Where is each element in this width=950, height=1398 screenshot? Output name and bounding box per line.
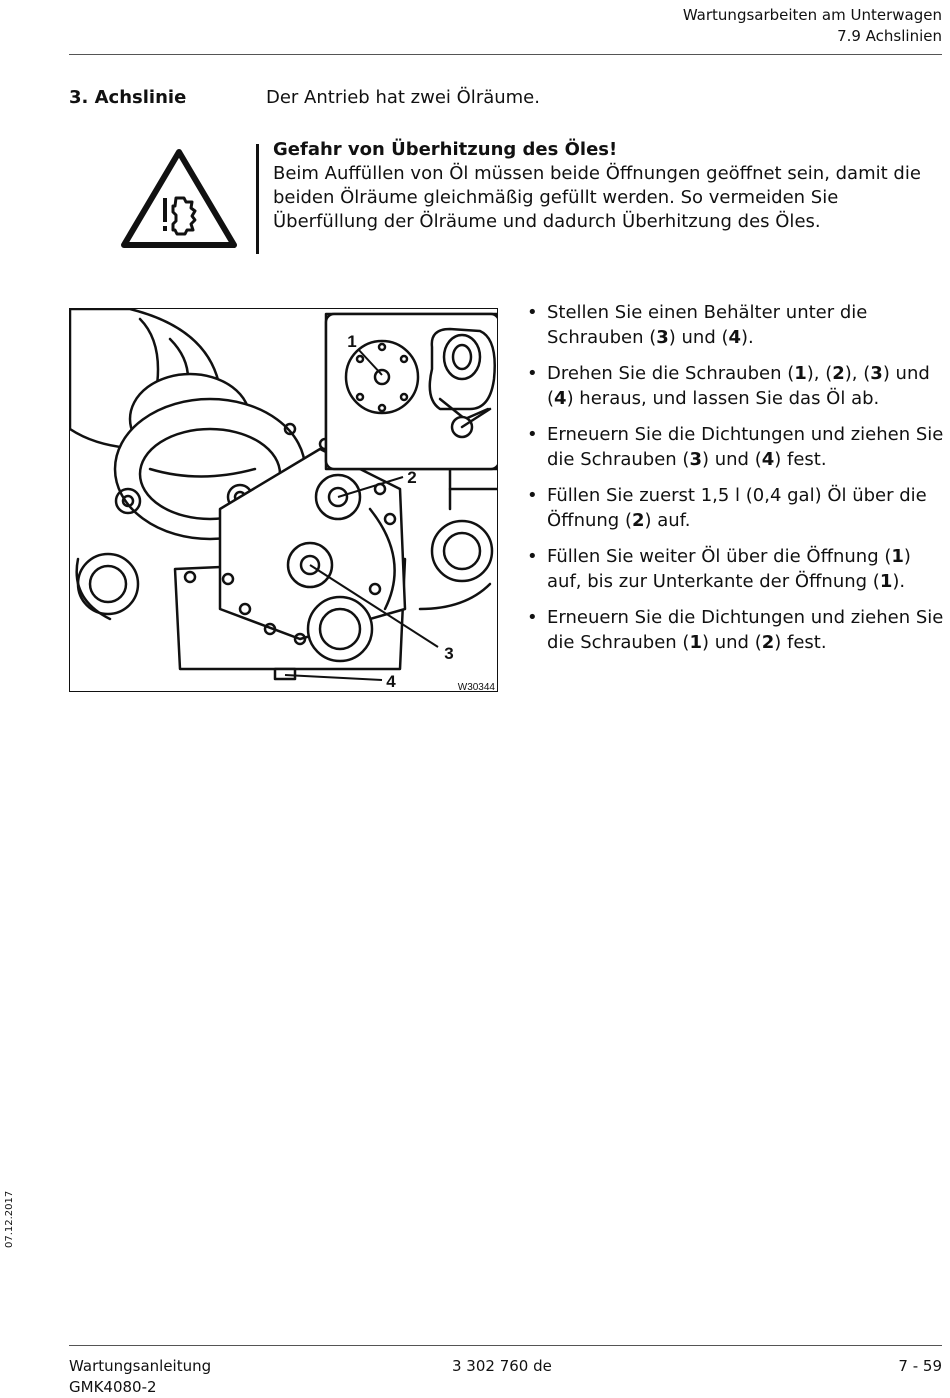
header-section: 7.9 Achslinien (837, 27, 942, 45)
item-reference: 1 (794, 363, 807, 384)
callout-1: 1 (347, 332, 357, 351)
item-reference: 2 (761, 631, 775, 653)
warning-bar (256, 144, 259, 254)
item-reference: 3 (870, 363, 883, 384)
instruction-step (526, 606, 946, 655)
instruction-step (526, 301, 946, 350)
section-intro: Der Antrieb hat zwei Ölräume. (266, 87, 540, 108)
footer-doc-type: Wartungsanleitung (69, 1357, 212, 1375)
instruction-step (526, 362, 946, 411)
callout-2: 2 (407, 468, 417, 487)
item-reference: 4 (728, 326, 742, 348)
item-reference: 3 (656, 326, 669, 348)
instruction-step (526, 484, 946, 533)
step-text: ). (892, 570, 906, 592)
step-text: ) und ( (668, 326, 729, 348)
step-text: ) und ( (701, 448, 762, 470)
step-text: ) und ( (547, 363, 930, 409)
step-text: ) heraus, und lassen Sie das Öl ab. (566, 387, 880, 409)
item-reference: 3 (689, 448, 702, 470)
footer-rule (69, 1345, 942, 1346)
step-text: Füllen Sie zuerst 1,5 l (0,4 gal) Öl über die Öffnung ( (547, 485, 927, 531)
axle-drive-figure (69, 308, 498, 692)
header-rule (69, 54, 942, 55)
axle-drive-drawing (70, 309, 498, 692)
header-chapter: Wartungsarbeiten am Unterwagen (682, 6, 942, 24)
instruction-step (526, 423, 946, 472)
instruction-list (526, 301, 946, 667)
warning-title: Gefahr von Überhitzung des Öles! (273, 139, 618, 160)
step-text: ) auf. (644, 509, 691, 531)
step-text: Drehen Sie die Schrauben ( (547, 363, 795, 384)
warning-triangle-hot-oil-icon (118, 146, 240, 250)
step-text: ) fest. (774, 448, 827, 470)
callout-4: 4 (386, 672, 396, 691)
item-reference: 4 (554, 387, 567, 409)
step-text: ) fest. (774, 631, 827, 653)
step-text: ). (741, 326, 754, 348)
item-reference: 4 (761, 448, 775, 470)
step-text: Erneuern Sie die Dichtungen und ziehen Sie die Schrauben ( (547, 424, 944, 470)
item-reference: 1 (689, 631, 702, 653)
step-text: ) auf, bis zur Unterkante der Öffnung ( (547, 546, 911, 592)
figure-code: W30344 (457, 682, 495, 692)
item-reference: 2 (631, 509, 645, 531)
step-text: ), ( (844, 363, 871, 384)
item-reference: 1 (879, 570, 893, 592)
callout-3: 3 (444, 644, 454, 663)
footer-model: GMK4080-2 (69, 1378, 157, 1396)
warning-body: Beim Auffüllen von Öl müssen beide Öffnungen geöffnet sein, damit die beiden Ölräume gleichmäßig gefüllt werden. So vermeiden Sie Überfüllung der Ölräume und dadurch Überhitzung des Öles. (273, 163, 921, 232)
step-text: ) und ( (701, 631, 762, 653)
header (683, 5, 942, 47)
step-text: Füllen Sie weiter Öl über die Öffnung ( (547, 546, 892, 567)
step-text: ), ( (806, 363, 833, 384)
footer-doc-number: 3 302 760 de (452, 1357, 552, 1375)
item-reference: 1 (891, 546, 904, 567)
step-text: Stellen Sie einen Behälter unter die Schrauben ( (547, 302, 868, 348)
step-text: Erneuern Sie die Dichtungen und ziehen Sie die Schrauben ( (547, 607, 944, 653)
instruction-step (526, 545, 946, 594)
section-label: 3. Achslinie (69, 87, 187, 108)
side-date: 07.12.2017 (4, 1190, 15, 1248)
footer-page-number: 7 - 59 (898, 1357, 942, 1375)
item-reference: 2 (832, 363, 845, 384)
